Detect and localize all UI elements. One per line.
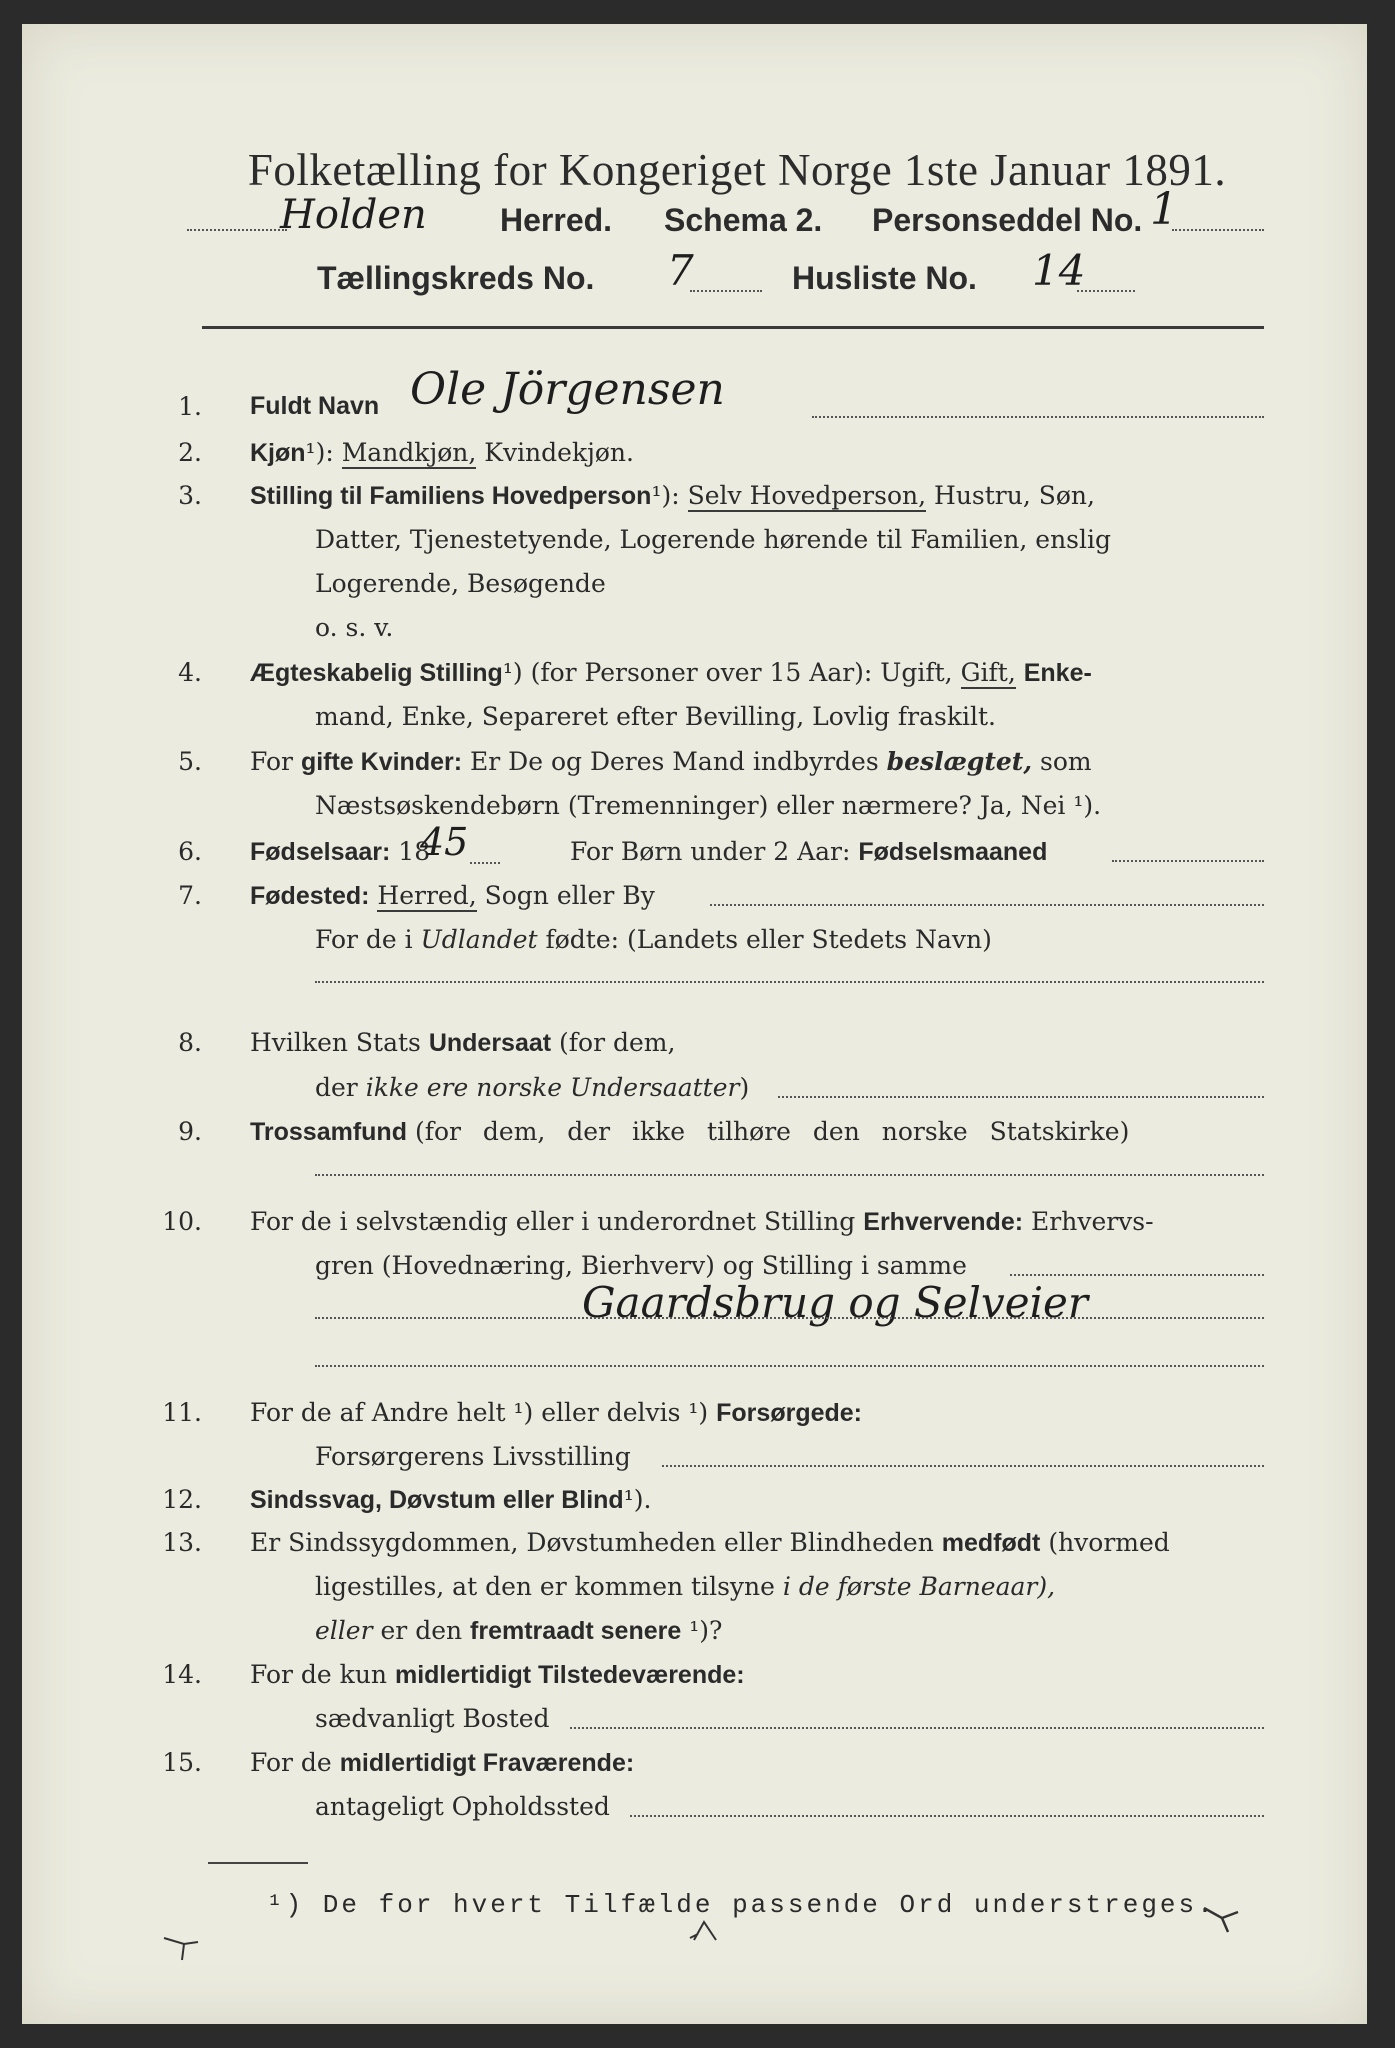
herred-label: Herred. — [500, 202, 613, 238]
q11-dotted-line — [662, 1465, 1264, 1467]
q8-line1-a: Hvilken Stats — [250, 1028, 421, 1057]
q14-number: 14. — [162, 1660, 202, 1689]
q6-number: 6. — [178, 837, 202, 866]
q4-options-line2: mand, Enke, Separeret efter Bevilling, Lovlig fraskilt. — [315, 702, 996, 731]
footnote: ¹) De for hvert Tilfælde passende Ord understreges. — [267, 1890, 1216, 1920]
q4-options-line1: (for Personer over 15 Aar): Ugift, — [530, 658, 953, 687]
q15-line2: antageligt Opholdssted — [315, 1792, 610, 1821]
q7-label: Fødested: — [250, 882, 370, 910]
q2-number: 2. — [178, 438, 202, 467]
q13-line1-c: (hvormed — [1048, 1528, 1170, 1557]
husliste-label: Husliste No. — [792, 260, 977, 296]
q1-answer-name: Ole Jörgensen — [410, 364, 725, 415]
q5-text-a: For — [250, 747, 293, 776]
q3-option-selected: Selv Hovedperson, — [687, 481, 927, 510]
husliste-answer: 14 — [1032, 246, 1086, 295]
header-divider — [202, 326, 1264, 329]
q2-option: Kvindekjøn. — [484, 438, 634, 467]
q8-line1-c: (for dem, — [559, 1028, 676, 1057]
kreds-answer: 7 — [667, 246, 694, 295]
q7-number: 7. — [178, 881, 202, 910]
q4-label: Ægteskabelig Stilling — [250, 659, 503, 687]
q15-dotted-line — [630, 1815, 1264, 1817]
q6-text-rest: For Børn under 2 Aar: — [570, 837, 851, 866]
q10-answer-line-2 — [315, 1365, 1264, 1367]
kreds-label: Tællingskreds No. — [317, 260, 595, 296]
q8-dotted-line — [778, 1096, 1264, 1098]
kreds-dotted-line — [690, 290, 762, 292]
registration-mark-left — [162, 1932, 202, 1962]
q12-footnote-ref: ¹). — [623, 1485, 652, 1514]
q9-text: (for dem, der ikke tilhøre den norske Statskirke) — [414, 1117, 1130, 1146]
q3-label: Stilling til Familiens Hovedperson — [250, 482, 652, 510]
q14-label: midlertidigt Tilstedeværende: — [394, 1661, 745, 1689]
q10-number: 10. — [162, 1207, 202, 1236]
q7-option-selected: Herred, — [377, 881, 477, 910]
q3-options-rest: Hustru, Søn, — [934, 481, 1095, 510]
q13-line2-a: ligestilles, at den er kommen tilsyne — [315, 1572, 775, 1601]
q13-number: 13. — [162, 1528, 202, 1557]
q3-number: 3. — [178, 481, 202, 510]
q10-dotted-line — [1010, 1274, 1264, 1276]
q7-line2-c: fødte: (Landets eller Stedets Navn) — [545, 925, 992, 954]
personseddel-dotted-line — [1172, 229, 1264, 231]
q10-answer-line-1 — [315, 1317, 1264, 1319]
q14-dotted-line — [570, 1727, 1264, 1729]
q9-number: 9. — [178, 1117, 202, 1146]
q13-line1-a: Er Sindssygdommen, Døvstumheden eller Blindheden — [250, 1528, 934, 1557]
q1-dotted-line — [812, 416, 1264, 418]
q5-text-c: Er De og Deres Mand indbyrdes — [470, 747, 879, 776]
q3-footnote-ref: ¹): — [651, 481, 680, 510]
census-form-page — [22, 24, 1367, 2024]
personseddel-answer: 1 — [1150, 184, 1178, 235]
footnote-divider — [208, 1862, 308, 1864]
q7-line2-b: Udlandet — [420, 925, 538, 954]
q13-label-2: fremtraadt senere — [470, 1617, 682, 1645]
q11-line1-a: For de af Andre helt ¹) eller delvis ¹) — [250, 1398, 709, 1427]
q5-text-d: beslægtet, — [886, 747, 1033, 776]
q4-number: 4. — [178, 658, 202, 687]
q8-line2-a: der — [315, 1073, 358, 1102]
q14-line1-a: For de kun — [250, 1660, 388, 1689]
q12-number: 12. — [162, 1485, 202, 1514]
q10-label: Erhvervende: — [863, 1208, 1024, 1236]
q6-answer-year: 45 — [420, 820, 469, 864]
q10-line1-a: For de i selvstændig eller i underordnet Stilling — [250, 1207, 856, 1236]
q7-options-rest: Sogn eller By — [484, 881, 655, 910]
q5-options-line2: Næstsøskendebørn (Tremenninger) eller nærmere? Ja, Nei ¹). — [315, 791, 1102, 820]
q10-line1-c: Erhvervs- — [1031, 1207, 1154, 1236]
q3-options-line3: Logerende, Besøgende — [315, 569, 606, 598]
q13-label: medfødt — [941, 1529, 1041, 1557]
q8-line2-c: ) — [739, 1073, 750, 1102]
q7-line2-a: For de i — [315, 925, 413, 954]
q11-line2: Forsørgerens Livsstilling — [315, 1442, 631, 1471]
q1-number: 1. — [178, 392, 202, 421]
q4-option-selected: Gift, — [960, 658, 1016, 687]
q2-footnote-ref: ¹): — [305, 438, 334, 467]
q8-number: 8. — [178, 1028, 202, 1057]
q6-label-month: Fødselsmaaned — [858, 838, 1048, 866]
q3-options-line2: Datter, Tjenestetyende, Logerende hørende til Familien, enslig — [315, 525, 1112, 554]
q15-number: 15. — [162, 1748, 202, 1777]
registration-mark-right — [1202, 1904, 1242, 1934]
q8-label: Undersaat — [428, 1029, 552, 1057]
q6-century-prefix: 18 — [398, 837, 431, 866]
q5-label: gifte Kvinder: — [300, 748, 463, 776]
q7-dotted-line — [710, 904, 1264, 906]
q10-line2: gren (Hovednæring, Bierhverv) og Stilling i samme — [315, 1251, 967, 1280]
q11-label: Forsørgede: — [716, 1399, 862, 1427]
q9-label: Trossamfund — [250, 1118, 407, 1146]
q6-year-dotted-line — [470, 862, 500, 864]
q12-label: Sindssvag, Døvstum eller Blind — [250, 1486, 624, 1514]
q13-line3-b: er den — [380, 1616, 463, 1645]
q6-dotted-line — [1112, 860, 1264, 862]
herred-dotted-line — [187, 229, 287, 231]
q5-number: 5. — [178, 747, 202, 776]
q5-text-e: som — [1040, 747, 1092, 776]
q13-line3-a: eller — [315, 1616, 373, 1645]
q3-options-line4: o. s. v. — [315, 613, 394, 642]
herred-answer: Holden — [280, 192, 427, 238]
schema-label: Schema 2. — [664, 202, 823, 238]
personseddel-label: Personseddel No. — [872, 202, 1143, 238]
q10-answer-occupation: Gaardsbrug og Selveier — [582, 1278, 1088, 1327]
husliste-dotted-line — [1077, 290, 1135, 292]
q13-footnote-ref: ¹)? — [689, 1616, 723, 1645]
q1-label: Fuldt Navn — [250, 392, 380, 420]
q14-line2: sædvanligt Bosted — [315, 1704, 550, 1733]
q8-line2-b: ikke ere norske Undersaatter — [365, 1073, 740, 1102]
q7-answer-line — [315, 981, 1264, 983]
q11-number: 11. — [162, 1398, 202, 1427]
q6-label: Fødselsaar: — [250, 838, 391, 866]
q2-option-selected: Mandkjøn, — [341, 438, 477, 467]
q15-line1-a: For de — [250, 1748, 332, 1777]
registration-mark-center — [684, 1912, 724, 1942]
q4-footnote-ref: ¹) — [502, 658, 523, 687]
form-title: Folketælling for Kongeriget Norge 1ste Januar 1891. — [247, 145, 1227, 195]
q15-label: midlertidigt Fraværende: — [339, 1749, 635, 1777]
q9-answer-line — [315, 1174, 1264, 1176]
q13-line2-b: i de første Barneaar), — [782, 1572, 1056, 1601]
q2-label: Kjøn — [250, 439, 306, 467]
q4-options-line1-end: Enke- — [1023, 659, 1092, 687]
